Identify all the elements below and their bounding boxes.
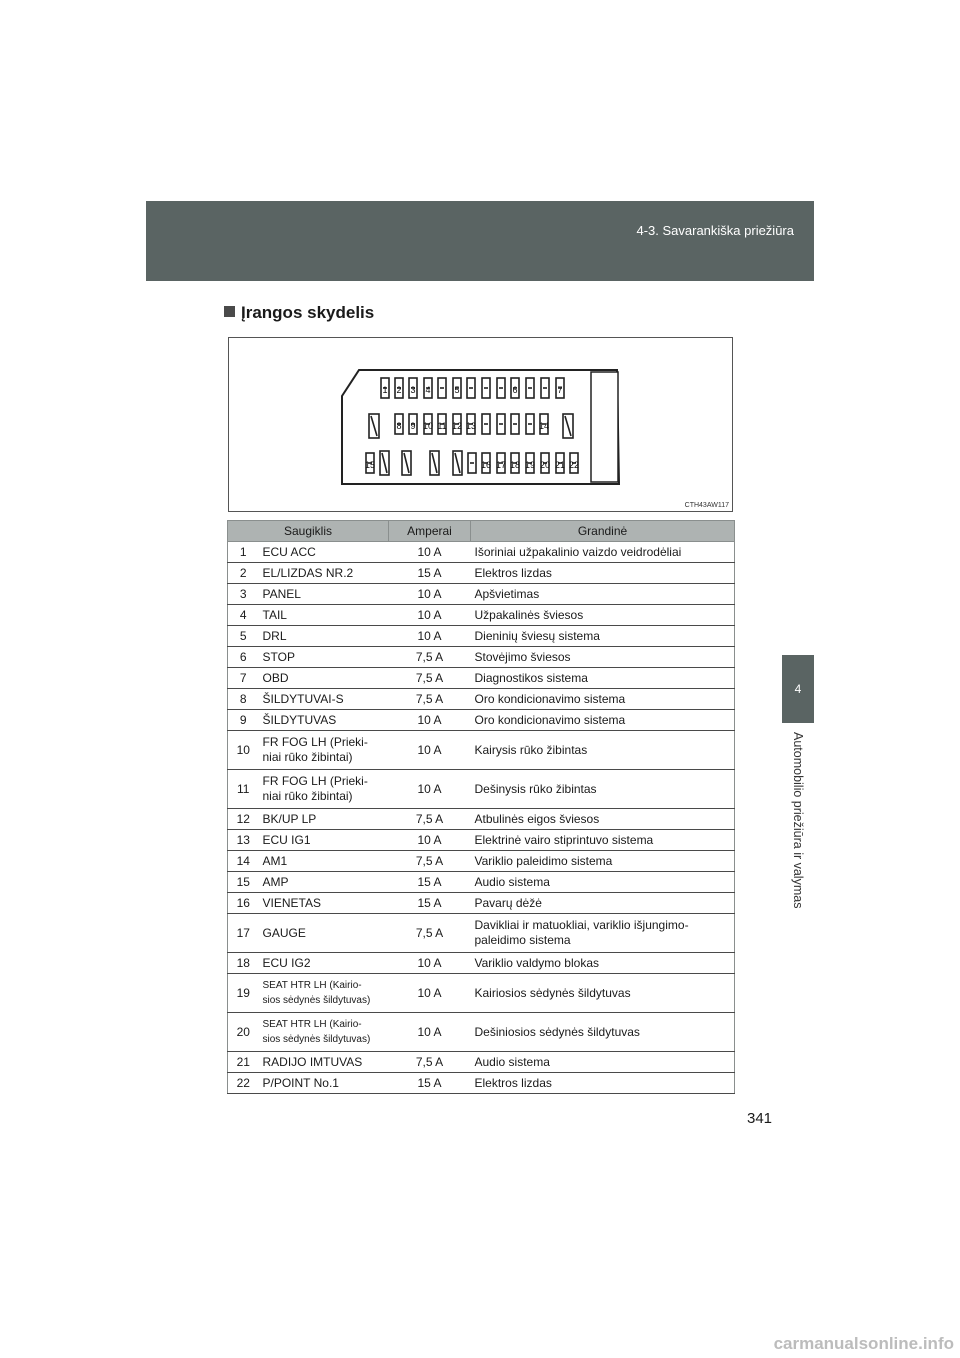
table-row — [228, 809, 735, 830]
cell-number: 18 — [228, 953, 259, 974]
cell-circuit: Stovėjimo šviesos — [471, 647, 735, 668]
cell-amperes: 7,5 A — [389, 914, 471, 953]
chapter-label: Automobilio priežiūra ir valymas — [791, 732, 805, 909]
cell-fuse-name: ECU IG2 — [259, 953, 389, 974]
cell-amperes: 10 A — [389, 542, 471, 563]
cell-amperes: 15 A — [389, 893, 471, 914]
fuse-label-2: 2 — [396, 385, 402, 395]
fuse-box-diagram — [228, 337, 733, 512]
table-row — [228, 872, 735, 893]
cell-circuit: Variklio valdymo blokas — [471, 953, 735, 974]
cell-amperes: 7,5 A — [389, 1052, 471, 1073]
header-amperes: Amperai — [389, 521, 471, 542]
cell-fuse-name: ECU IG1 — [259, 830, 389, 851]
table-row — [228, 689, 735, 710]
table-row — [228, 1013, 735, 1052]
cell-fuse-name: ECU ACC — [259, 542, 389, 563]
fuse-label-21: 21 — [554, 460, 566, 470]
fuse-label-1: 1 — [382, 385, 388, 395]
table-row — [228, 731, 735, 770]
cell-fuse-name: AM1 — [259, 851, 389, 872]
cell-circuit: Elektros lizdas — [471, 563, 735, 584]
cell-number: 5 — [228, 626, 259, 647]
cell-fuse-name: BK/UP LP — [259, 809, 389, 830]
cell-fuse-name: SEAT HTR LH (Kairio- sios sėdynės šildytuvas) — [259, 974, 389, 1013]
fuse-box-svg — [229, 338, 732, 511]
cell-amperes: 10 A — [389, 974, 471, 1013]
cell-circuit: Išoriniai užpakalinio vaizdo veidrodėliai — [471, 542, 735, 563]
cell-fuse-name: EL/LIZDAS NR.2 — [259, 563, 389, 584]
fuse-label-8: 8 — [396, 421, 402, 431]
cell-fuse-name: FR FOG LH (Prieki- niai rūko žibintai) — [259, 770, 389, 809]
cell-number: 16 — [228, 893, 259, 914]
fuse-label-17: 17 — [495, 460, 507, 470]
cell-number: 13 — [228, 830, 259, 851]
cell-amperes: 10 A — [389, 710, 471, 731]
cell-number: 1 — [228, 542, 259, 563]
table-row — [228, 584, 735, 605]
cell-amperes: 7,5 A — [389, 851, 471, 872]
cell-circuit: Elektrinė vairo stiprintuvo sistema — [471, 830, 735, 851]
cell-circuit: Atbulinės eigos šviesos — [471, 809, 735, 830]
cell-amperes: 7,5 A — [389, 668, 471, 689]
cell-circuit: Užpakalinės šviesos — [471, 605, 735, 626]
cell-number: 22 — [228, 1073, 259, 1094]
cell-fuse-name: VIENETAS — [259, 893, 389, 914]
square-bullet-icon — [224, 306, 235, 317]
cell-number: 7 — [228, 668, 259, 689]
cell-circuit: Elektros lizdas — [471, 1073, 735, 1094]
table-row — [228, 974, 735, 1013]
cell-fuse-name: ŠILDYTUVAI-S — [259, 689, 389, 710]
cell-number: 15 — [228, 872, 259, 893]
table-row — [228, 893, 735, 914]
cell-number: 20 — [228, 1013, 259, 1052]
cell-fuse-name: GAUGE — [259, 914, 389, 953]
table-row — [228, 1052, 735, 1073]
header-fuse: Saugiklis — [228, 521, 389, 542]
fuse-label-19: 19 — [524, 460, 536, 470]
cell-fuse-name: DRL — [259, 626, 389, 647]
table-row — [228, 563, 735, 584]
table-row — [228, 626, 735, 647]
cell-number: 12 — [228, 809, 259, 830]
table-row — [228, 668, 735, 689]
cell-circuit: Dieninių šviesų sistema — [471, 626, 735, 647]
fuse-label-10: 10 — [422, 421, 434, 431]
section-title-text: Įrangos skydelis — [241, 303, 375, 322]
cell-number: 11 — [228, 770, 259, 809]
cell-fuse-name: STOP — [259, 647, 389, 668]
cell-fuse-name: TAIL — [259, 605, 389, 626]
cell-amperes: 10 A — [389, 1013, 471, 1052]
table-row — [228, 1073, 735, 1094]
section-header: 4-3. Savarankiška priežiūra — [636, 223, 794, 238]
cell-amperes: 10 A — [389, 770, 471, 809]
table-row — [228, 770, 735, 809]
figure-code: CTH43AW117 — [684, 502, 729, 509]
cell-amperes: 15 A — [389, 872, 471, 893]
cell-circuit: Audio sistema — [471, 1052, 735, 1073]
fuse-label-14: 14 — [538, 421, 550, 431]
chapter-tab[interactable]: 4 — [782, 655, 814, 723]
cell-number: 10 — [228, 731, 259, 770]
fuse-label-3: 3 — [410, 385, 416, 395]
cell-number: 4 — [228, 605, 259, 626]
cell-fuse-name: PANEL — [259, 584, 389, 605]
fuse-label-15: 15 — [364, 460, 376, 470]
watermark: carmanualsonline.info — [773, 1334, 954, 1353]
fuse-label-5: 5 — [454, 385, 460, 395]
cell-number: 19 — [228, 974, 259, 1013]
cell-amperes: 10 A — [389, 731, 471, 770]
fuse-table — [227, 520, 735, 1094]
fuse-label-9: 9 — [410, 421, 416, 431]
cell-number: 6 — [228, 647, 259, 668]
page-number: 341 — [747, 1110, 773, 1127]
cell-circuit: Dešinysis rūko žibintas — [471, 770, 735, 809]
cell-number: 9 — [228, 710, 259, 731]
fuse-label-18: 18 — [509, 460, 521, 470]
table-row — [228, 647, 735, 668]
cell-fuse-name: SEAT HTR LH (Kairio- sios sėdynės šildytuvas) — [259, 1013, 389, 1052]
cell-fuse-name: FR FOG LH (Prieki- niai rūko žibintai) — [259, 731, 389, 770]
cell-number: 3 — [228, 584, 259, 605]
cell-circuit: Kairysis rūko žibintas — [471, 731, 735, 770]
cell-amperes: 10 A — [389, 605, 471, 626]
fuse-label-11: 11 — [437, 421, 447, 431]
fuse-label-13: 13 — [465, 421, 477, 431]
table-row — [228, 542, 735, 563]
cell-circuit: Dešiniosios sėdynės šildytuvas — [471, 1013, 735, 1052]
cell-fuse-name: RADIJO IMTUVAS — [259, 1052, 389, 1073]
cell-fuse-name: ŠILDYTUVAS — [259, 710, 389, 731]
table-header-row — [228, 521, 735, 542]
cell-circuit: Kairiosios sėdynės šildytuvas — [471, 974, 735, 1013]
cell-fuse-name: AMP — [259, 872, 389, 893]
cell-amperes: 10 A — [389, 830, 471, 851]
table-row — [228, 830, 735, 851]
cell-number: 8 — [228, 689, 259, 710]
cell-circuit: Oro kondicionavimo sistema — [471, 689, 735, 710]
cell-circuit: Pavarų dėžė — [471, 893, 735, 914]
cell-amperes: 10 A — [389, 626, 471, 647]
table-row — [228, 953, 735, 974]
header-band — [146, 201, 814, 281]
table-row — [228, 914, 735, 953]
cell-fuse-name: P/POINT No.1 — [259, 1073, 389, 1094]
fuse-label-12: 12 — [451, 421, 463, 431]
fuse-label-4: 4 — [425, 385, 431, 395]
table-row — [228, 710, 735, 731]
cell-circuit: Audio sistema — [471, 872, 735, 893]
fuse-label-7: 7 — [557, 385, 563, 395]
cell-circuit: Diagnostikos sistema — [471, 668, 735, 689]
section-title — [224, 303, 374, 323]
cell-amperes: 10 A — [389, 584, 471, 605]
cell-fuse-name: OBD — [259, 668, 389, 689]
cell-amperes: 10 A — [389, 953, 471, 974]
cell-number: 21 — [228, 1052, 259, 1073]
cell-amperes: 7,5 A — [389, 689, 471, 710]
fuse-label-6: 6 — [512, 385, 518, 395]
cell-number: 17 — [228, 914, 259, 953]
fuse-label-16: 16 — [480, 460, 492, 470]
cell-number: 2 — [228, 563, 259, 584]
header-circuit: Grandinė — [471, 521, 735, 542]
cell-amperes: 7,5 A — [389, 809, 471, 830]
table-row — [228, 605, 735, 626]
cell-number: 14 — [228, 851, 259, 872]
cell-amperes: 7,5 A — [389, 647, 471, 668]
cell-circuit: Apšvietimas — [471, 584, 735, 605]
cell-amperes: 15 A — [389, 563, 471, 584]
cell-amperes: 15 A — [389, 1073, 471, 1094]
fuse-label-20: 20 — [539, 460, 551, 470]
cell-circuit: Davikliai ir matuokliai, variklio išjungimo- paleidimo sistema — [471, 914, 735, 953]
fuse-label-22: 22 — [568, 460, 580, 470]
table-row — [228, 851, 735, 872]
cell-circuit: Oro kondicionavimo sistema — [471, 710, 735, 731]
cell-circuit: Variklio paleidimo sistema — [471, 851, 735, 872]
